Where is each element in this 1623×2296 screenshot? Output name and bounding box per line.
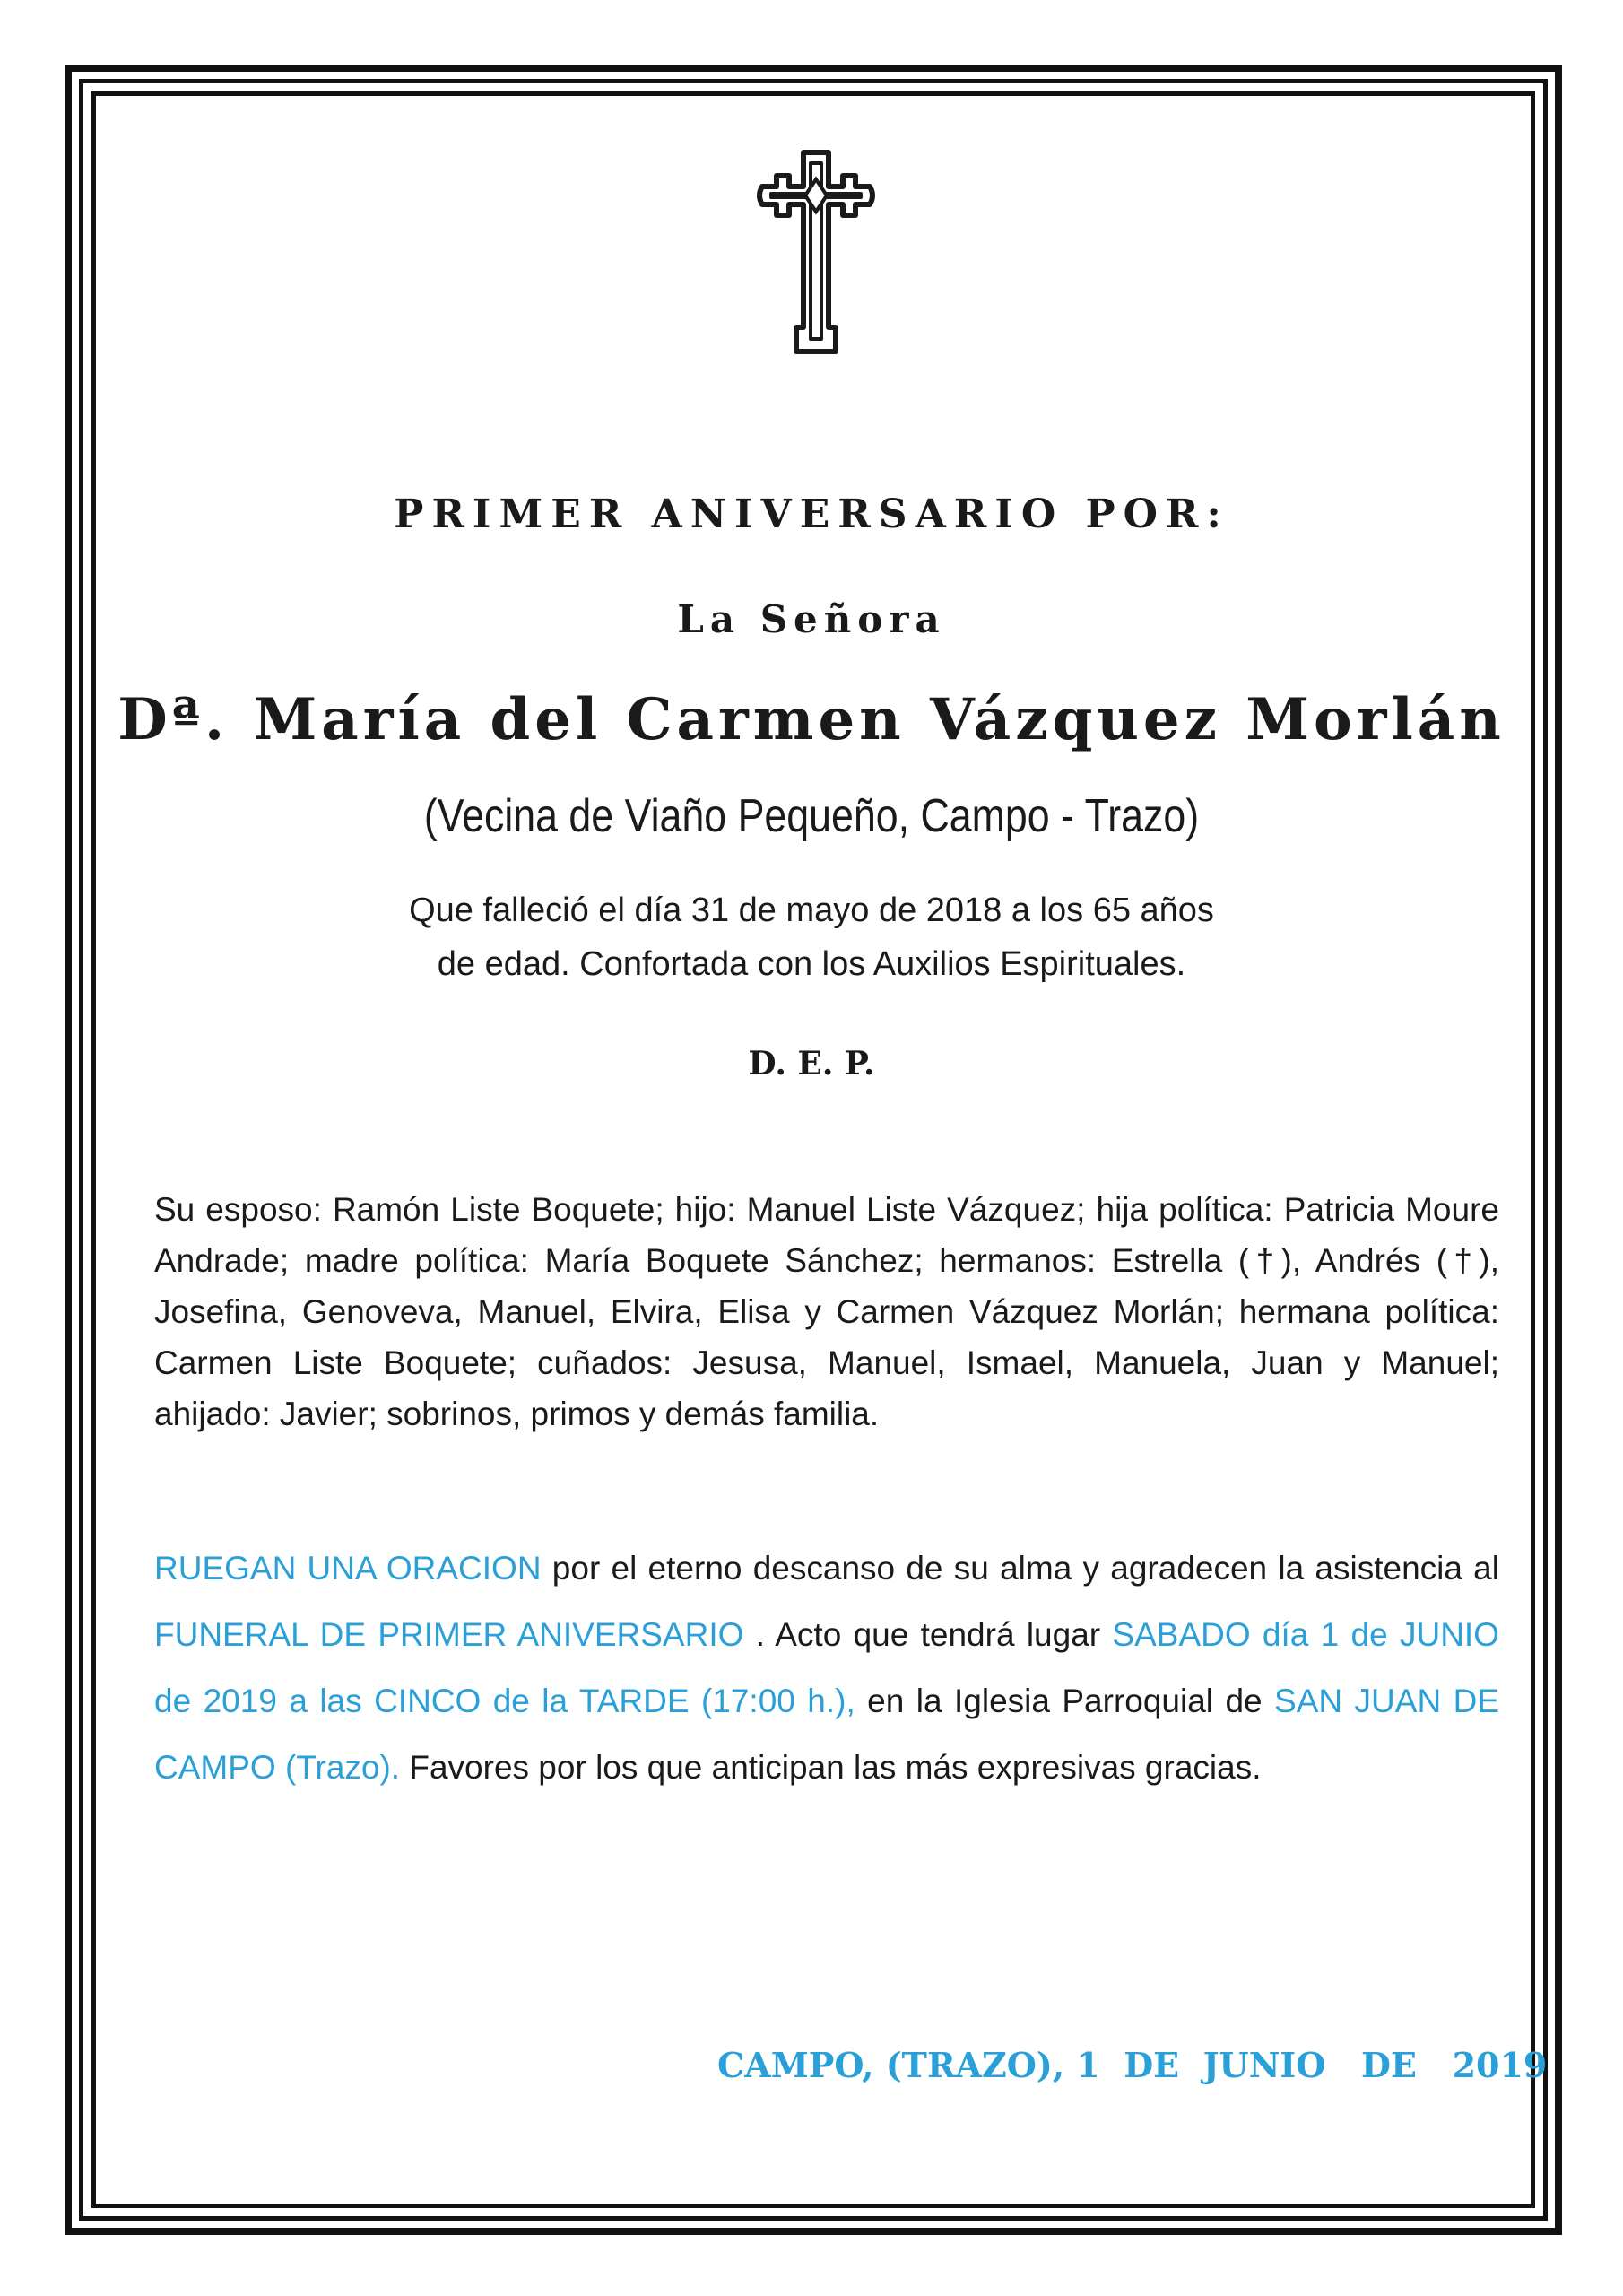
prayer-request-text-3: en la Iglesia Parroquial de <box>855 1683 1275 1719</box>
funeral-name-highlight: FUNERAL DE PRIMER ANIVERSARIO <box>154 1616 744 1653</box>
cross-icon <box>735 144 897 368</box>
prayer-request-text-4: Favores por los que anticipan las más expresivas gracias. <box>400 1749 1262 1786</box>
church-name-highlight: SAN JUAN DE CAMPO (Trazo). <box>154 1683 1500 1786</box>
inner-border <box>91 91 1548 2208</box>
announcement-heading: PRIMER ANIVERSARIO POR: <box>394 491 1229 537</box>
prayer-request-highlight: RUEGAN UNA ORACION <box>154 1550 542 1587</box>
rip-abbreviation: D. E. P. <box>748 1045 875 1083</box>
residence-line: (Vecina de Viaño Pequeño, Campo - Trazo) <box>423 790 1200 842</box>
prayer-request-text-1: por el eterno descanso de su alma y agradecen la asistencia al <box>541 1550 1499 1587</box>
death-details <box>99 883 1524 991</box>
death-line-1: Que falleció el día 31 de mayo de 2018 a los 65 años <box>409 891 1214 929</box>
family-paragraph: Su esposo: Ramón Liste Boquete; hijo: Manuel Liste Vázquez; hija política: Patricia Moure Andrade; madre política: María Boquete Sánchez; hermanos: Estrella (†), Andrés (†), Josefina, Genoveva, Manuel, Elvira, Elisa y Carmen Vázquez Morlán; hermana política: Carmen Liste Boquete; cuñados: Jesusa, Manuel, Ismael, Manuela, Juan y Manuel; ahijado: Javier; sobrinos, primos y demás familia. <box>154 1191 1499 1432</box>
place-date-footer: CAMPO, (TRAZO), 1 DE JUNIO DE 2019 <box>717 2045 1548 2085</box>
death-line-2: de edad. Confortada con los Auxilios Espirituales. <box>437 945 1186 983</box>
prayer-request-text-2: . Acto que tendrá lugar <box>743 1616 1113 1653</box>
prayer-request-paragraph <box>154 1535 1499 1801</box>
deceased-name: Dª. María del Carmen Vázquez Morlán <box>117 686 1506 753</box>
honorific-title: La Señora <box>677 597 946 641</box>
funeral-date-highlight: SABADO día 1 de JUNIO de 2019 a las CINCO de la TARDE (17:00 h.), <box>154 1616 1499 1719</box>
